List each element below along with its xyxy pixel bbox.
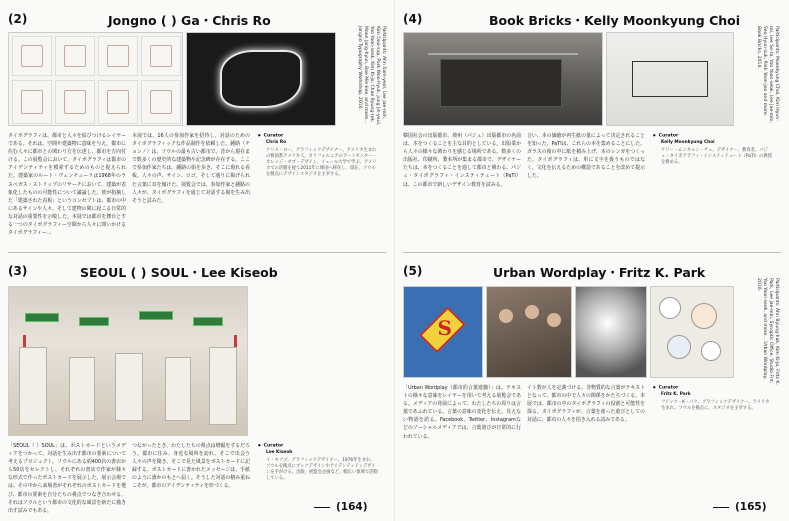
curator-label: ● Curator [653, 132, 773, 140]
curator-bio: フリッツ・K・パク。グラフィックデザイナー。アメリカ生まれ。ソウルを拠点に、スタジオを主宰する。 [661, 399, 770, 411]
section-2 [8, 8, 386, 248]
curator-credit [653, 132, 773, 212]
section-3 [8, 260, 386, 515]
section-5 [403, 260, 781, 515]
photo-sculpture [606, 32, 734, 126]
section-header [8, 260, 386, 280]
right-page [395, 0, 789, 521]
body-text-col-1: 韓国社会の出版都市、坡州（パジュ）出版都市の名前は、本をつくることを主な目的としている。出版業から人々の様々な関わりを感じる場所である。数多くの出版社、印刷所、製本所が集まる都市で、デザイナーたちは、本をつくることを通して都市と関わる。パジュ・タイポグラフィ・インスティテュート（PaTI）は、この都市で新しいデザイン教育を試みる。 [403, 133, 521, 188]
photo-exhibition-hall [8, 286, 248, 436]
curator-credit [258, 442, 378, 492]
body-text-col-2: 合い、本の価値が再生紙の量によって決定されることを知った。PaTIは、これらの本を集めることにした。ガラスの箱の中に紙を積み上げ、本のレンガをつくった。タイポグラフィは、単に文字を扱うものではなく、文化を伝えるための構造であることを改めて提示した。 [527, 133, 645, 180]
section-header [8, 8, 386, 28]
curator-credit [653, 384, 773, 464]
section-header [403, 8, 781, 28]
photo-superman-logo: S [403, 286, 483, 378]
body-text-col-1: タイポグラフィは、都市と人々を結びつけるレイヤーである。それは、空間や建築物に意味を与え、都市に住む人々に都市との関わり方を伝達し、都市を方向付ける。この展覧会において、タイポグラフィは都市のアイデンティティを模索するためのものと捉えられた。建築家のルート・ヴェンチューリは1968年のラスベガス・ストリップのリサーチにおいて、建築が表象化したものの可能性について議論した。彼が指摘した「建築された看板」というコンセプトは、都市の中にあるサインや人々、そして建物の間に起こる日常的な対話の重要性を示唆した。本展では都市を舞台とする一つのタイポグラフィー空間から人々に問いかけるタイポグラフィー… [8, 133, 126, 237]
section-4 [403, 8, 781, 248]
section-number: (4) [403, 12, 423, 26]
curator-name: Lee Kiseob [266, 449, 293, 455]
body-text-col-1: 「Urban Wordplay（都市的言葉遊戯）」は、テキストの様々な意味をレイヤーを用いて考える展覧会である。メディアの発展によって、わたしたちの周りは言葉であふれている。言葉の意味の変化を伝え、見えない物語を語る。Facebook、Twitter、Instagramなどのソーシャルメディアでは、言葉遊びが日常的に行われている。 [403, 385, 521, 440]
curator-name: Fritz K. Park [661, 391, 691, 397]
photo-caption: Participants: Moonkyung Choi, Kim Hyun-mi, Lee Se-ra, Yoo Yoon-seok, Lee Jae-min, Seo Hyun-suk, Park Yeon-joo and more. Book Bricks, 2016. [756, 26, 779, 123]
photo-crowd [486, 286, 572, 378]
curator-name: Kelly Moonkyung Choi [661, 139, 715, 145]
section-header [403, 260, 781, 280]
curator-credit [258, 132, 378, 232]
curator-bio: ケリー・ムンキョン・チェ。デザイナー、教育者。パジュ・タイポグラフィ・インスティテュート（PaTI）の教授を務める。 [661, 147, 772, 165]
curator-bio: クリス・ロー。グラフィックデザイナー。アメリカ生まれの韓国系アメリカ人。カリフォルニアのアートセンター・カレッジ・オブ・デザイン、イェール大学で学ぶ。アメリカでの活動を経て2011年に韓国へ移住し、現在、ソウルを拠点にデザインスタジオを主宰する。 [266, 147, 377, 178]
body-text-col-2: イト数が人を定義づける。非物質的な言葉がテキストとなって、都市の中で人々の関係をかたちづくる。本展では、都市の中のタイポグラフィの役割と可能性を探る。タイポグラフィが、言葉を使った遊びとしての対話に、都市の人々を招き入れる試みである。 [527, 385, 645, 424]
section-divider [8, 252, 386, 253]
photo-type-grid [8, 32, 183, 126]
curator-bio: イ・キソプ。グラフィックデザイナー。1976年生まれ。ソウルを拠点にブックデザインやアイデンティティデザインを手がける。出版、展覧会企画など、幅広い領域で活動している。 [266, 457, 378, 482]
left-page [0, 0, 394, 521]
curator-label: ● Curator [258, 442, 378, 450]
photo-stickers [650, 286, 734, 378]
photo-chrome-letters [575, 286, 647, 378]
section-title: Urban Wordplay・Fritz K. Park [493, 265, 706, 280]
page-number-right: (165) [735, 501, 767, 513]
section-title: Jongno ( ) Ga・Chris Ro [108, 13, 271, 28]
photo-light-installation [186, 32, 336, 126]
photo-book-press [403, 32, 603, 126]
page-number-left: (164) [336, 501, 368, 513]
body-text-col-2: つながったとき、わたしたちの視点は増幅をするだろう。都市に住み、身近な場所を訪れ、そこで出会う人々の声を聞き、そこで見た風景をポストカードに記録する。ポストカードに書かれたメッセージは、手紙のように誰かのもとへ届く。そうした対話の積み重ねこそが、都市のアイデンティティを形づくる。 [132, 443, 250, 490]
section-title: SEOUL ( ) SOUL・Lee Kiseob [80, 265, 278, 280]
body-text-col-1: 「SEOUL（ ）SOUL」は、ポストカードというメディアをつかって、対話を生み出す都市の要素について考えるプロジェクト。ソウルにある約400店の書店から50店をセレクトし、それぞれの書店で作家が様々な形式で作ったポストカードを展示した。展示会場では、その中から来場者がそれぞれのポストカードを選び、都市の要素を自分たちの視点でつなぎ合わせる。それはソウルという都市の文化的な風景を新たに描き出す試みでもある。 [8, 443, 126, 514]
section-number: (2) [8, 12, 28, 26]
section-number: (3) [8, 264, 28, 278]
curator-label: ● Curator [653, 384, 773, 392]
section-title: Book Bricks・Kelly Moonkyung Choi [489, 13, 741, 28]
body-text-col-2: 本展では、16人の参加作家を招待し、対話のためのタイポグラフィックな作品制作を依頼した。鍾路（チョンノ）は、ソウルの最も古い都市で、昔から現在まで数多くの歴史的な建築物や記念碑が存在する。ここで参加作家たちは、鍾路の街を歩き、そこに現れる看板、人々の声、サイン、ロゴ、そして通りに掲げられた言葉に耳を傾けた。展覧会では、参加作家と鍾路の人々が、タイポグラフィを通じて対話する場を生み出そうと試みた。 [132, 133, 250, 204]
photo-caption: Participants: Ahn Byung-hak, Kim Ki-jo, Fritz K. Park, Lee Jae-min, Synoptic Office, Studio Fnt, Yoo Yoon-seok, and more… Urban Wordplay, 2016. [756, 278, 779, 385]
section-number: (5) [403, 264, 423, 278]
section-divider [403, 252, 781, 253]
curator-label: ● Curator [258, 132, 378, 140]
curator-name: Chris Ro [266, 139, 287, 145]
photo-caption: Participants: Ahn Sam-yeol, Lee Jae-min, Kim Doo-sup, Park Woo-hyuk, Jung Jin-youl, Yoo Yoon-seok, Kim Ki-jo, Chae Byung-rok, Moon Jang-hyun, Bae Min-kee, and more… Jongno Typography Workshop, 2016. [357, 26, 386, 126]
